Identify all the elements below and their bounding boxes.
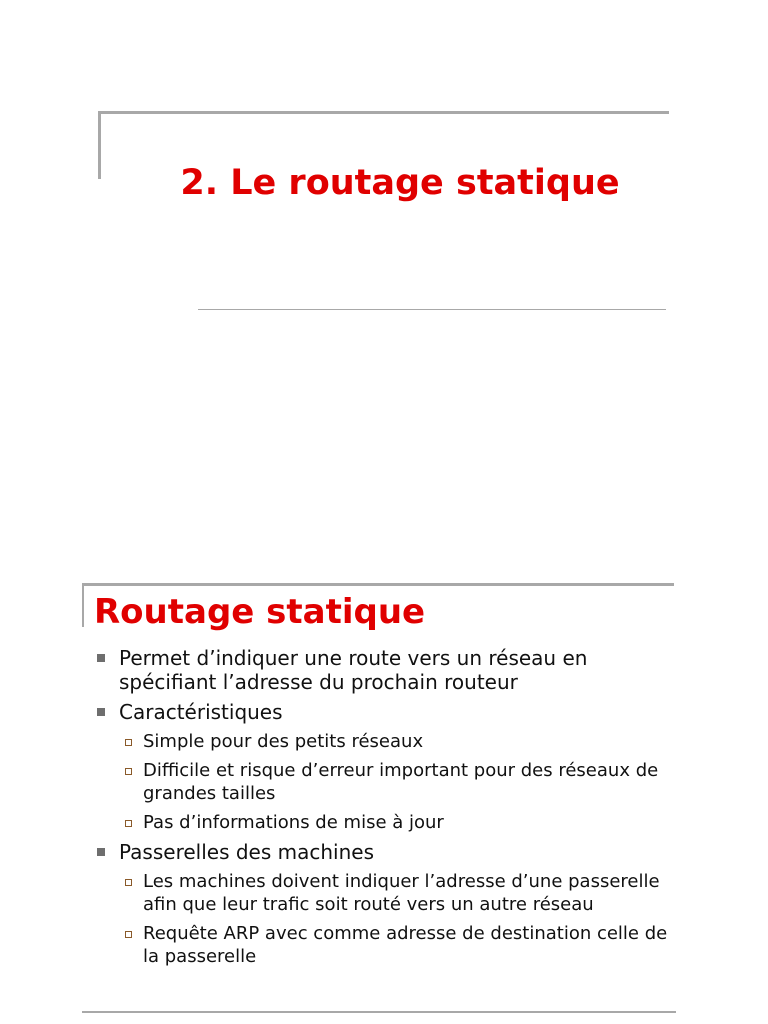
slide-2-frame-top-line	[82, 583, 674, 586]
square-bullet-icon	[97, 848, 105, 856]
sub-bullet-item	[94, 922, 674, 968]
slide-2-title: Routage statique	[94, 592, 426, 632]
hollow-square-bullet-icon	[125, 931, 132, 938]
bullet-item	[94, 646, 674, 694]
slide-1-title: 2. Le routage statique	[180, 163, 620, 203]
bullet-item	[94, 700, 674, 724]
sub-bullet-text: Difficile et risque d’erreur important pour des réseaux de grandes tailles	[143, 760, 659, 804]
hollow-square-bullet-icon	[125, 739, 132, 746]
hollow-square-bullet-icon	[125, 768, 132, 775]
bullet-text: Passerelles des machines	[119, 840, 374, 864]
sub-bullet-text: Simple pour des petits réseaux	[143, 731, 424, 752]
bullet-text: Caractéristiques	[119, 700, 283, 724]
bullet-item	[94, 840, 674, 864]
slide-1-frame-top-line	[98, 111, 669, 114]
square-bullet-icon	[97, 654, 105, 662]
slide-1-divider	[198, 309, 666, 310]
square-bullet-icon	[97, 708, 105, 716]
sub-bullet-item	[94, 759, 674, 805]
sub-bullet-item	[94, 870, 674, 916]
sub-bullet-list	[94, 730, 674, 834]
slide-2-frame-left-line	[82, 583, 84, 627]
slide-2-bullet-list	[94, 646, 674, 974]
bullet-text: Permet d’indiquer une route vers un réseau en spécifiant l’adresse du prochain routeur	[119, 646, 588, 694]
sub-bullet-item	[94, 811, 674, 834]
sub-bullet-text: Requête ARP avec comme adresse de destination celle de la passerelle	[143, 923, 668, 967]
sub-bullet-list	[94, 870, 674, 968]
sub-bullet-text: Pas d’informations de mise à jour	[143, 812, 444, 833]
slide-2-bottom-line	[82, 1011, 676, 1013]
hollow-square-bullet-icon	[125, 820, 132, 827]
sub-bullet-text: Les machines doivent indiquer l’adresse d’une passerelle afin que leur trafic soit routé vers un autre réseau	[143, 871, 660, 915]
hollow-square-bullet-icon	[125, 879, 132, 886]
sub-bullet-item	[94, 730, 674, 753]
